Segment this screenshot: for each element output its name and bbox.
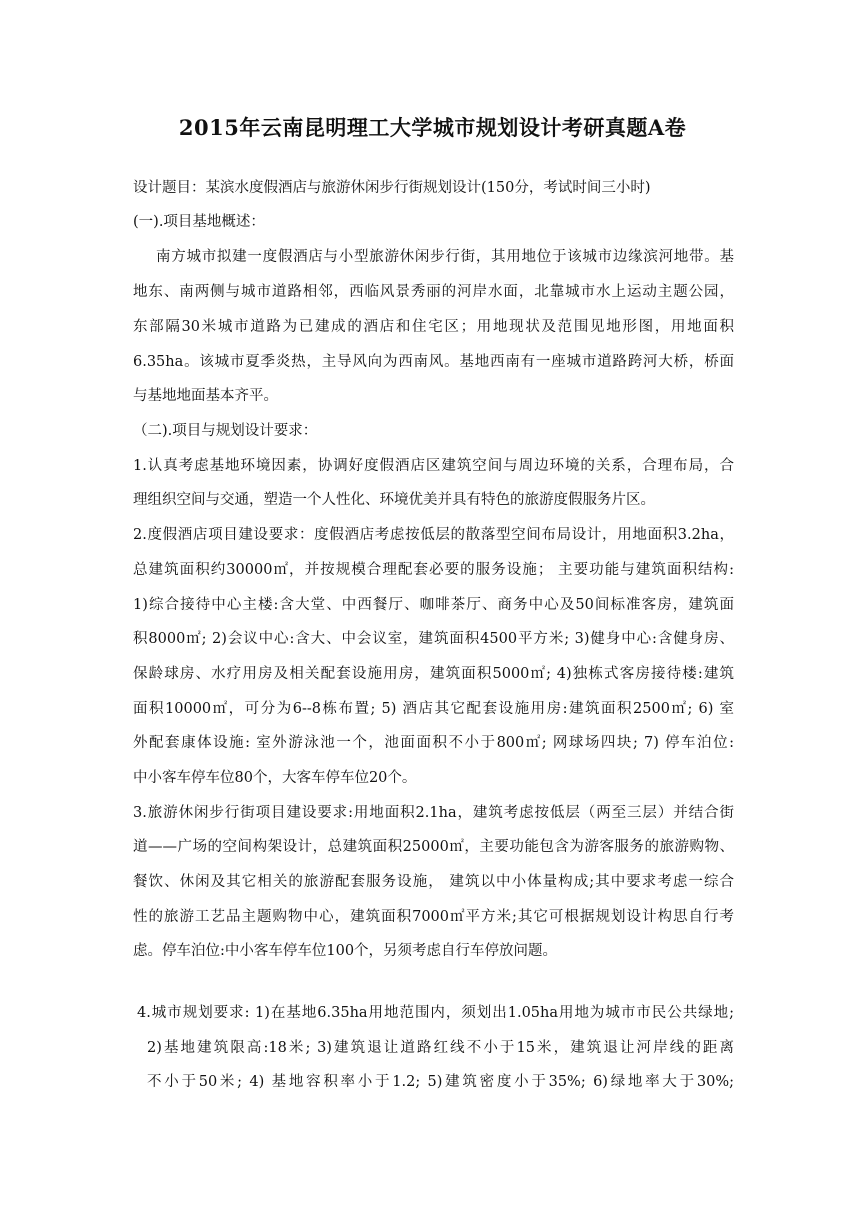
requirement-line: 3.旅游休闲步行街项目建设要求:用地面积2.1ha，建筑考虑按低层（两至三层）并结合街 bbox=[133, 805, 734, 821]
section-heading-1: (一).项目基地概述： bbox=[133, 214, 265, 230]
requirement-line: 1.认真考虑基地环境因素，协调好度假酒店区建筑空间与周边环境的关系，合理布局，合 bbox=[133, 458, 734, 474]
requirement-line: 保龄球房、水疗用房及相关配套设施用房，建筑面积5000㎡; 4)独栋式客房接待楼:建筑 bbox=[133, 666, 734, 682]
design-topic: 设计题目：某滨水度假酒店与旅游休闲步行街规划设计(150分，考试时间三小时) bbox=[133, 180, 651, 196]
requirement-line: 2.度假酒店项目建设要求：度假酒店考虑按低层的散落型空间布局设计，用地面积3.2ha， bbox=[133, 527, 734, 543]
section-heading-2: （二).项目与规划设计要求： bbox=[133, 423, 318, 439]
planning-requirement-line: 2)基地建筑限高:18米; 3)建筑退让道路红线不小于15米，建筑退让河岸线的距离 bbox=[147, 1040, 734, 1056]
paragraph-line: 6.35ha。该城市夏季炎热，主导风向为西南风。基地西南有一座城市道路跨河大桥，桥面 bbox=[133, 354, 734, 370]
paragraph-line: 与基地地面基本齐平。 bbox=[133, 388, 278, 404]
paragraph-line: 地东、南两侧与城市道路相邻，西临风景秀丽的河岸水面，北靠城市水上运动主题公园， bbox=[133, 284, 734, 300]
paragraph-line: 东部隔30米城市道路为已建成的酒店和住宅区；用地现状及范围见地形图，用地面积 bbox=[133, 319, 734, 335]
requirement-line: 性的旅游工艺品主题购物中心，建筑面积7000㎡平方米;其它可根据规划设计构思自行考 bbox=[133, 909, 734, 925]
paragraph-line: 南方城市拟建一度假酒店与小型旅游休闲步行街，其用地位于该城市边缘滨河地带。基 bbox=[156, 249, 734, 265]
document-title: 2015年云南昆明理工大学城市规划设计考研真题A卷 bbox=[178, 115, 687, 140]
requirement-line: 虑。停车泊位:中小客车停车位100个，另须考虑自行车停放问题。 bbox=[133, 943, 558, 959]
requirement-line: 外配套康体设施: 室外游泳池一个，池面面积不小于800㎡; 网球场四块; 7) 停车泊位: bbox=[133, 735, 734, 751]
requirement-line: 总建筑面积约30000㎡，并按规模合理配套必要的服务设施； 主要功能与建筑面积结构: bbox=[133, 562, 734, 578]
requirement-line: 理组织空间与交通，塑造一个人性化、环境优美并具有特色的旅游度假服务片区。 bbox=[133, 492, 655, 508]
planning-requirement-line: 不小于50米; 4) 基地容积率小于1.2; 5)建筑密度小于35%; 6)绿地率大于30%; bbox=[147, 1074, 734, 1090]
requirement-line: 餐饮、休闲及其它相关的旅游配套服务设施， 建筑以中小体量构成;其中要求考虑一综合 bbox=[133, 874, 734, 890]
requirement-line: 1)综合接待中心主楼:含大堂、中西餐厅、咖啡茶厅、商务中心及50间标准客房，建筑面 bbox=[133, 597, 734, 613]
requirement-line: 面积10000㎡，可分为6--8栋布置; 5) 酒店其它配套设施用房:建筑面积2500㎡; 6) 室 bbox=[133, 701, 734, 717]
requirement-line: 积8000㎡; 2)会议中心:含大、中会议室，建筑面积4500平方米; 3)健身中心:含健身房、 bbox=[133, 631, 734, 647]
planning-requirement-line: 4.城市规划要求: 1)在基地6.35ha用地范围内，须划出1.05ha用地为城市市民公共绿地; bbox=[137, 1005, 734, 1021]
requirement-line: 中小客车停车位80个，大客车停车位20个。 bbox=[133, 770, 417, 786]
requirement-line: 道——广场的空间构架设计，总建筑面积25000㎡，主要功能包含为游客服务的旅游购物、 bbox=[133, 839, 734, 855]
